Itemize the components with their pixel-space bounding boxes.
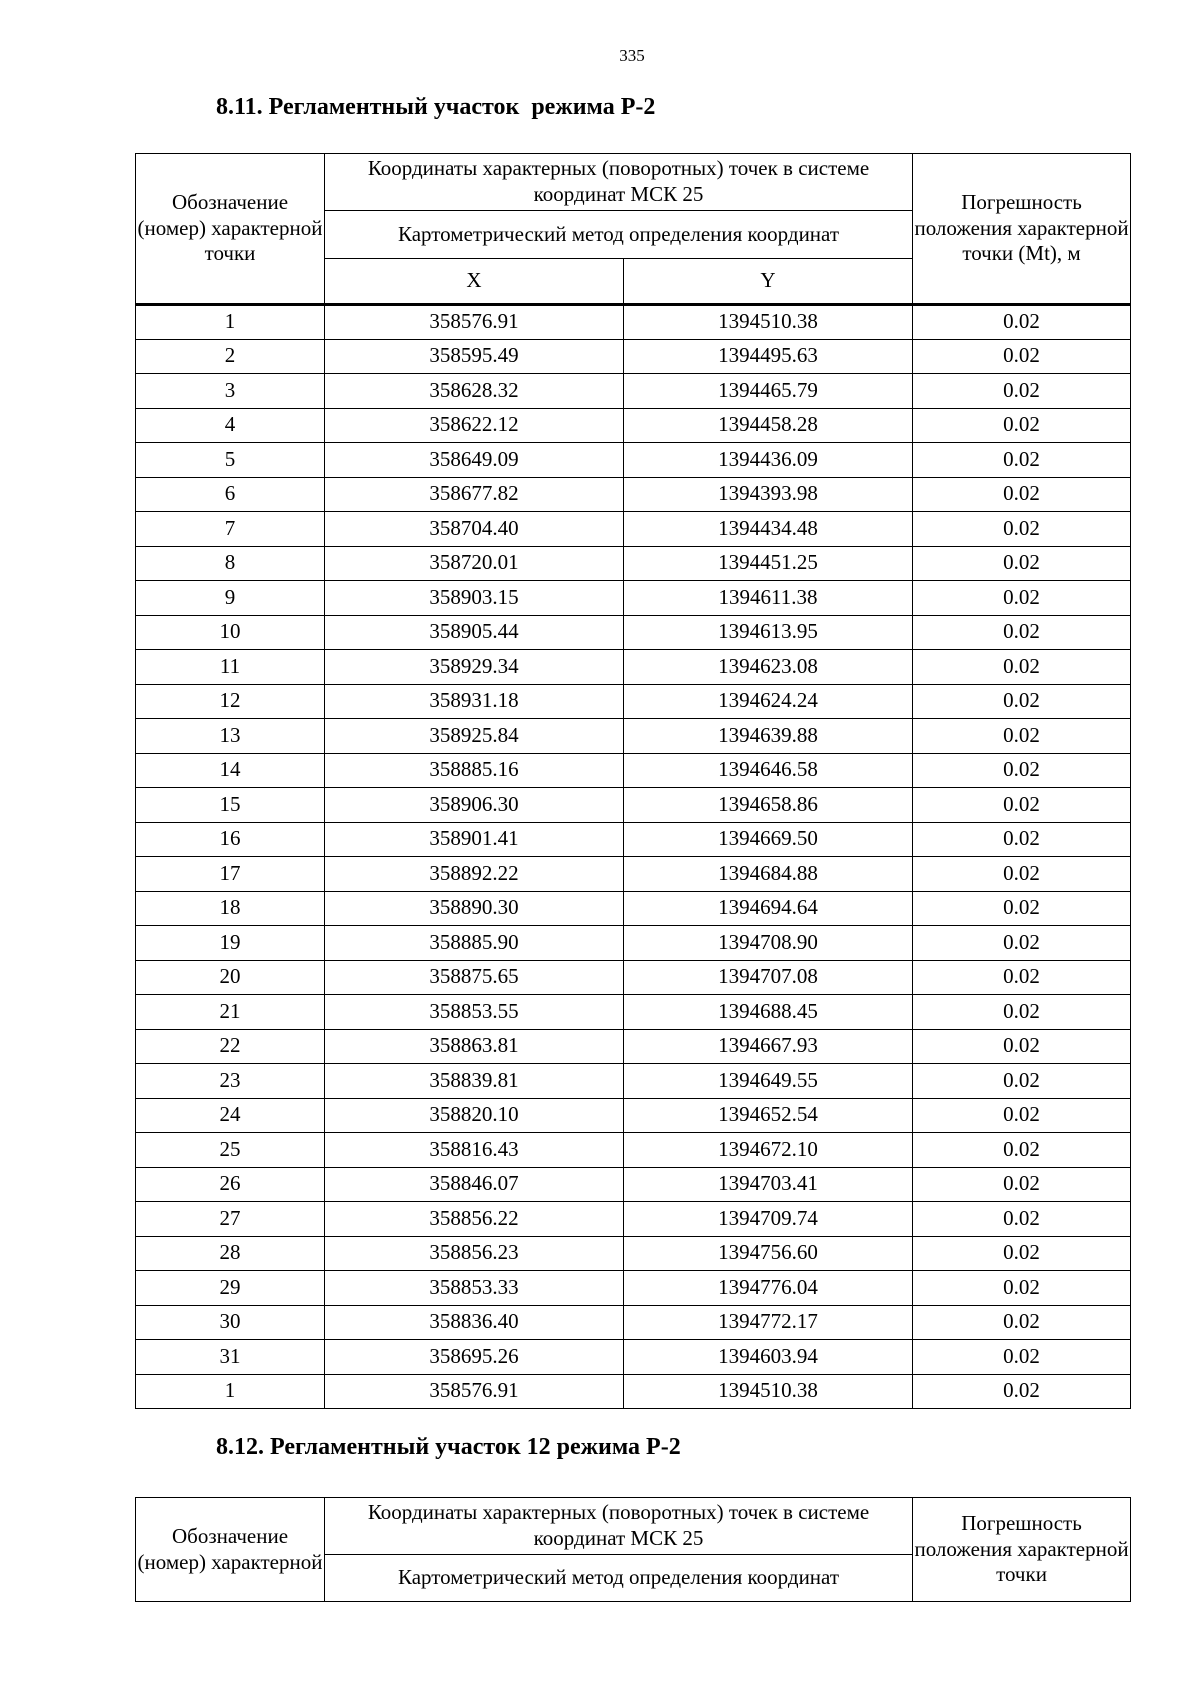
cell-x: 358720.01 [325, 546, 624, 581]
header-coordinates: Координаты характерных (поворотных) точек в системе координат МСК 25 [325, 1498, 913, 1555]
cell-point-id: 1 [136, 305, 325, 340]
cell-point-id: 15 [136, 788, 325, 823]
cell-y: 1394465.79 [624, 374, 913, 409]
cell-point-id: 27 [136, 1202, 325, 1237]
cell-y: 1394776.04 [624, 1271, 913, 1306]
cell-y: 1394658.86 [624, 788, 913, 823]
table-row [136, 753, 1131, 788]
cell-error: 0.02 [913, 719, 1131, 754]
section-title-8-12: 8.12. Регламентный участок 12 режима Р-2 [216, 1434, 681, 1460]
cell-y: 1394510.38 [624, 1374, 913, 1409]
table-row [136, 1340, 1131, 1375]
cell-error: 0.02 [913, 1340, 1131, 1375]
cell-y: 1394436.09 [624, 443, 913, 478]
cell-y: 1394756.60 [624, 1236, 913, 1271]
cell-y: 1394458.28 [624, 408, 913, 443]
table-row [136, 1271, 1131, 1306]
cell-error: 0.02 [913, 891, 1131, 926]
cell-x: 358820.10 [325, 1098, 624, 1133]
cell-point-id: 18 [136, 891, 325, 926]
header-x: X [325, 259, 624, 305]
section-title-8-11: 8.11. Регламентный участок режима Р-2 [216, 94, 656, 120]
cell-y: 1394707.08 [624, 960, 913, 995]
cell-point-id: 28 [136, 1236, 325, 1271]
cell-x: 358856.22 [325, 1202, 624, 1237]
cell-x: 358622.12 [325, 408, 624, 443]
cell-point-id: 8 [136, 546, 325, 581]
cell-y: 1394703.41 [624, 1167, 913, 1202]
cell-y: 1394694.64 [624, 891, 913, 926]
table-row [136, 374, 1131, 409]
cell-point-id: 6 [136, 477, 325, 512]
cell-y: 1394624.24 [624, 684, 913, 719]
cell-point-id: 10 [136, 615, 325, 650]
cell-error: 0.02 [913, 477, 1131, 512]
cell-error: 0.02 [913, 615, 1131, 650]
table-row [136, 650, 1131, 685]
header-method: Картометрический метод определения координат [325, 1555, 913, 1602]
cell-x: 358846.07 [325, 1167, 624, 1202]
cell-y: 1394667.93 [624, 1029, 913, 1064]
cell-error: 0.02 [913, 926, 1131, 961]
cell-x: 358853.33 [325, 1271, 624, 1306]
cell-y: 1394434.48 [624, 512, 913, 547]
cell-y: 1394684.88 [624, 857, 913, 892]
cell-x: 358906.30 [325, 788, 624, 823]
cell-x: 358576.91 [325, 305, 624, 340]
cell-y: 1394510.38 [624, 305, 913, 340]
table-row [136, 684, 1131, 719]
cell-x: 358576.91 [325, 1374, 624, 1409]
cell-point-id: 22 [136, 1029, 325, 1064]
cell-x: 358628.32 [325, 374, 624, 409]
cell-y: 1394708.90 [624, 926, 913, 961]
cell-error: 0.02 [913, 512, 1131, 547]
table-row [136, 443, 1131, 478]
header-point-id: Обозначение (номер) характерной [136, 1498, 325, 1602]
table-row [136, 822, 1131, 857]
cell-y: 1394772.17 [624, 1305, 913, 1340]
cell-point-id: 14 [136, 753, 325, 788]
cell-error: 0.02 [913, 650, 1131, 685]
cell-point-id: 26 [136, 1167, 325, 1202]
table-row [136, 477, 1131, 512]
cell-point-id: 20 [136, 960, 325, 995]
cell-error: 0.02 [913, 443, 1131, 478]
cell-point-id: 16 [136, 822, 325, 857]
cell-point-id: 5 [136, 443, 325, 478]
coordinates-table-8-11 [135, 153, 1131, 1409]
cell-error: 0.02 [913, 788, 1131, 823]
cell-error: 0.02 [913, 1271, 1131, 1306]
cell-x: 358839.81 [325, 1064, 624, 1099]
cell-x: 358704.40 [325, 512, 624, 547]
cell-x: 358677.82 [325, 477, 624, 512]
coordinates-table-body [136, 305, 1131, 1409]
table-row [136, 305, 1131, 340]
cell-point-id: 23 [136, 1064, 325, 1099]
cell-point-id: 4 [136, 408, 325, 443]
cell-y: 1394611.38 [624, 581, 913, 616]
cell-y: 1394669.50 [624, 822, 913, 857]
cell-error: 0.02 [913, 1098, 1131, 1133]
cell-error: 0.02 [913, 581, 1131, 616]
cell-x: 358649.09 [325, 443, 624, 478]
cell-error: 0.02 [913, 995, 1131, 1030]
header-coordinates: Координаты характерных (поворотных) точек в системе координат МСК 25 [325, 154, 913, 211]
cell-x: 358905.44 [325, 615, 624, 650]
cell-error: 0.02 [913, 684, 1131, 719]
table-row [136, 1167, 1131, 1202]
cell-y: 1394603.94 [624, 1340, 913, 1375]
cell-point-id: 19 [136, 926, 325, 961]
cell-point-id: 31 [136, 1340, 325, 1375]
cell-point-id: 21 [136, 995, 325, 1030]
table-row [136, 1202, 1131, 1237]
cell-x: 358929.34 [325, 650, 624, 685]
cell-point-id: 9 [136, 581, 325, 616]
table-row [136, 512, 1131, 547]
cell-y: 1394709.74 [624, 1202, 913, 1237]
cell-point-id: 30 [136, 1305, 325, 1340]
cell-y: 1394672.10 [624, 1133, 913, 1168]
table-row [136, 719, 1131, 754]
cell-point-id: 2 [136, 339, 325, 374]
cell-y: 1394393.98 [624, 477, 913, 512]
cell-error: 0.02 [913, 1064, 1131, 1099]
cell-error: 0.02 [913, 1236, 1131, 1271]
table-row [136, 615, 1131, 650]
cell-y: 1394646.58 [624, 753, 913, 788]
table-row [136, 1305, 1131, 1340]
page-number: 335 [619, 46, 645, 65]
cell-x: 358695.26 [325, 1340, 624, 1375]
cell-x: 358901.41 [325, 822, 624, 857]
cell-error: 0.02 [913, 1305, 1131, 1340]
cell-x: 358885.90 [325, 926, 624, 961]
cell-error: 0.02 [913, 1202, 1131, 1237]
cell-y: 1394623.08 [624, 650, 913, 685]
cell-error: 0.02 [913, 1167, 1131, 1202]
cell-error: 0.02 [913, 1374, 1131, 1409]
cell-error: 0.02 [913, 305, 1131, 340]
table-row [136, 581, 1131, 616]
cell-x: 358875.65 [325, 960, 624, 995]
cell-x: 358853.55 [325, 995, 624, 1030]
table-row [136, 857, 1131, 892]
cell-point-id: 24 [136, 1098, 325, 1133]
cell-x: 358890.30 [325, 891, 624, 926]
table-row [136, 926, 1131, 961]
cell-y: 1394451.25 [624, 546, 913, 581]
cell-y: 1394495.63 [624, 339, 913, 374]
cell-error: 0.02 [913, 960, 1131, 995]
cell-error: 0.02 [913, 822, 1131, 857]
cell-point-id: 29 [136, 1271, 325, 1306]
table-row [136, 546, 1131, 581]
cell-point-id: 7 [136, 512, 325, 547]
table-row [136, 891, 1131, 926]
table-row [136, 995, 1131, 1030]
cell-x: 358903.15 [325, 581, 624, 616]
header-error: Погрешность положения характерной точки (Mt), м [913, 154, 1131, 305]
coordinates-table-8-12 [135, 1497, 1131, 1602]
cell-error: 0.02 [913, 1133, 1131, 1168]
table-row [136, 960, 1131, 995]
cell-point-id: 3 [136, 374, 325, 409]
cell-x: 358816.43 [325, 1133, 624, 1168]
cell-error: 0.02 [913, 753, 1131, 788]
header-method: Картометрический метод определения координат [325, 211, 913, 259]
header-error: Погрешность положения характерной точки [913, 1498, 1131, 1602]
cell-error: 0.02 [913, 546, 1131, 581]
cell-error: 0.02 [913, 374, 1131, 409]
table-row [136, 339, 1131, 374]
cell-y: 1394649.55 [624, 1064, 913, 1099]
header-point-id: Обозначение (номер) характерной точки [136, 154, 325, 305]
table-row [136, 1098, 1131, 1133]
table-row [136, 1029, 1131, 1064]
table-row [136, 1064, 1131, 1099]
table-row [136, 1236, 1131, 1271]
cell-error: 0.02 [913, 408, 1131, 443]
cell-error: 0.02 [913, 339, 1131, 374]
table-row [136, 408, 1131, 443]
cell-x: 358925.84 [325, 719, 624, 754]
cell-y: 1394639.88 [624, 719, 913, 754]
cell-y: 1394613.95 [624, 615, 913, 650]
cell-point-id: 17 [136, 857, 325, 892]
table-row [136, 1133, 1131, 1168]
cell-x: 358885.16 [325, 753, 624, 788]
cell-x: 358836.40 [325, 1305, 624, 1340]
table-row [136, 788, 1131, 823]
cell-x: 358863.81 [325, 1029, 624, 1064]
cell-point-id: 25 [136, 1133, 325, 1168]
table-row [136, 1374, 1131, 1409]
cell-point-id: 11 [136, 650, 325, 685]
cell-point-id: 13 [136, 719, 325, 754]
cell-x: 358856.23 [325, 1236, 624, 1271]
cell-point-id: 1 [136, 1374, 325, 1409]
cell-error: 0.02 [913, 1029, 1131, 1064]
cell-y: 1394688.45 [624, 995, 913, 1030]
header-y: Y [624, 259, 913, 305]
cell-point-id: 12 [136, 684, 325, 719]
cell-x: 358892.22 [325, 857, 624, 892]
cell-error: 0.02 [913, 857, 1131, 892]
cell-x: 358595.49 [325, 339, 624, 374]
cell-x: 358931.18 [325, 684, 624, 719]
cell-y: 1394652.54 [624, 1098, 913, 1133]
